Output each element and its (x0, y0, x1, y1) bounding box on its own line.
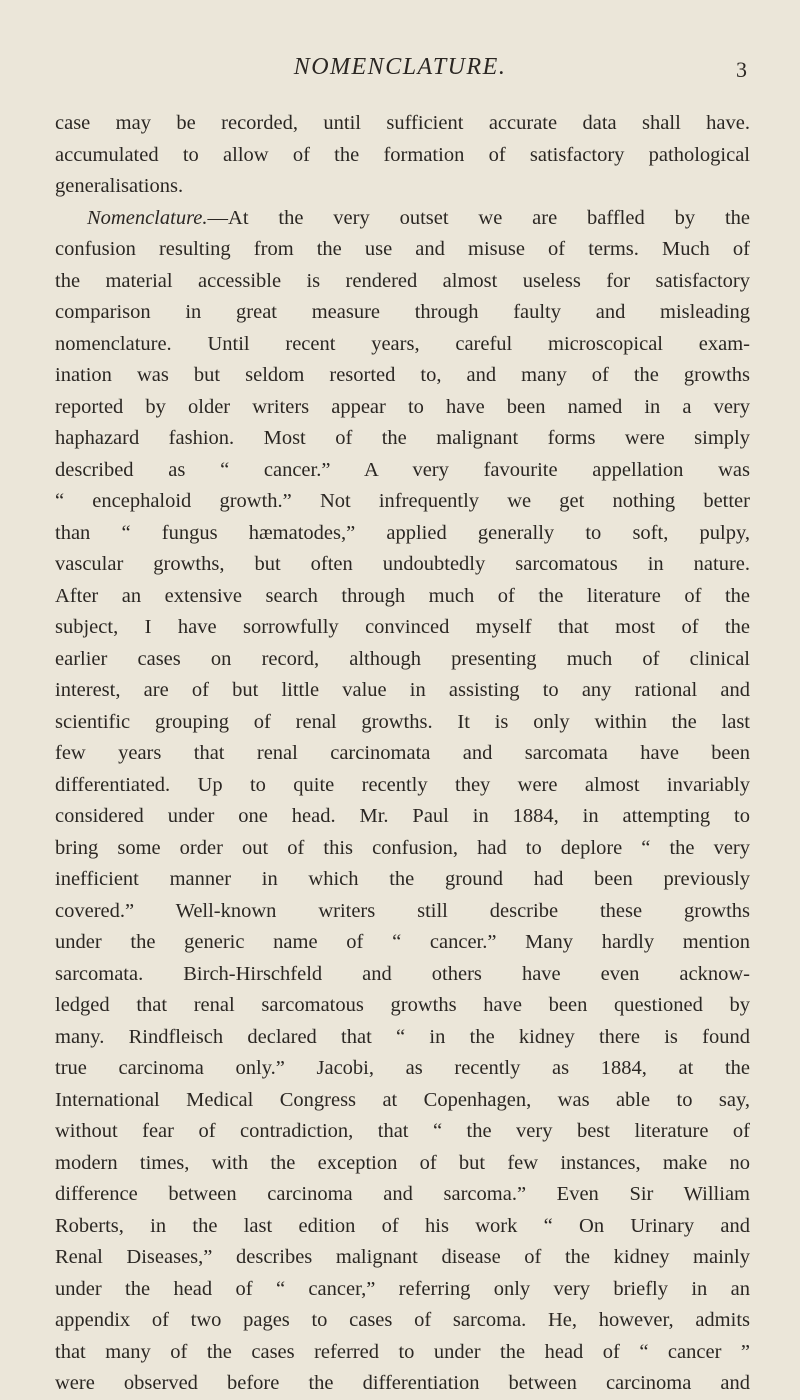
text-line: than “ fungus hæmatodes,” applied generally to soft, pulpy, (55, 521, 750, 544)
text-line: inefficient manner in which the ground had been previously (55, 868, 750, 890)
section-heading: Nomenclature. (87, 206, 208, 229)
text-line: differentiated. Up to quite recently they were almost invariably (55, 773, 750, 796)
text-line: ledged that renal sarcomatous growths have been questioned by (55, 994, 750, 1016)
text-line: the material accessible is rendered almost useless for satisfactory (55, 269, 750, 292)
text-line: modern times, with the exception of but few instances, make no (55, 1151, 750, 1174)
text-line: generalisations. (55, 175, 184, 197)
section-heading-continuation: —At the very outset we are baffled by the (207, 206, 750, 229)
text-line: considered under one head. Mr. Paul in 1884, in attempting to (55, 805, 750, 827)
text-line: covered.” Well-known writers still describe these growths (55, 899, 750, 922)
text-line: described as “ cancer.” A very favourite appellation was (55, 458, 750, 481)
text-line: bring some order out of this confusion, had to deplore “ the very (55, 836, 750, 859)
text-line: under the generic name of “ cancer.” Many hardly mention (55, 931, 750, 953)
text-line: nomenclature. Until recent years, careful microscopical exam- (55, 332, 750, 355)
running-head (0, 52, 800, 82)
text-line: accumulated to allow of the formation of satisfactory pathological (55, 143, 750, 166)
text-line: After an extensive search through much of the literature of the (55, 584, 750, 607)
text-line: were observed before the differentiation between carcinoma and (55, 1372, 750, 1394)
text-line: Roberts, in the last edition of his work “ On Urinary and (55, 1214, 750, 1237)
text-line: few years that renal carcinomata and sarcomata have been (55, 742, 750, 764)
body-text (55, 108, 750, 1400)
text-line: without fear of contradiction, that “ the very best literature of (55, 1120, 750, 1142)
text-line: sarcomata. Birch-Hirschfeld and others have even acknow- (55, 962, 750, 985)
text-line: “ encephaloid growth.” Not infrequently we get nothing better (55, 490, 750, 512)
text-line: comparison in great measure through faulty and misleading (55, 301, 750, 323)
text-line: scientific grouping of renal growths. It is only within the last (55, 710, 750, 733)
text-line: that many of the cases referred to under the head of “ cancer ” (55, 1340, 750, 1363)
section-heading-line (55, 203, 750, 235)
text-line: International Medical Congress at Copenhagen, was able to say, (55, 1088, 750, 1111)
text-line: subject, I have sorrowfully convinced myself that most of the (55, 616, 750, 638)
text-line: ination was but seldom resorted to, and many of the growths (55, 364, 750, 386)
text-line: many. Rindfleisch declared that “ in the kidney there is found (55, 1025, 750, 1048)
text-line: under the head of “ cancer,” referring only very briefly in an (55, 1277, 750, 1300)
text-line: Renal Diseases,” describes malignant disease of the kidney mainly (55, 1246, 750, 1268)
text-line: confusion resulting from the use and misuse of terms. Much of (55, 238, 750, 260)
text-line: true carcinoma only.” Jacobi, as recently as 1884, at the (55, 1057, 750, 1079)
text-line: haphazard fashion. Most of the malignant forms were simply (55, 427, 750, 449)
chapter-title: NOMENCLATURE. (293, 54, 507, 80)
text-line: earlier cases on record, although presenting much of clinical (55, 647, 750, 670)
text-line: appendix of two pages to cases of sarcoma. He, however, admits (55, 1309, 750, 1331)
text-line: case may be recorded, until sufficient accurate data shall have. (55, 112, 750, 134)
text-line: reported by older writers appear to have been named in a very (55, 395, 750, 418)
page-number: 3 (736, 57, 747, 82)
text-line: vascular growths, but often undoubtedly sarcomatous in nature. (55, 553, 750, 575)
text-line: interest, are of but little value in assisting to any rational and (55, 679, 750, 701)
text-line: difference between carcinoma and sarcoma.” Even Sir William (55, 1183, 750, 1205)
